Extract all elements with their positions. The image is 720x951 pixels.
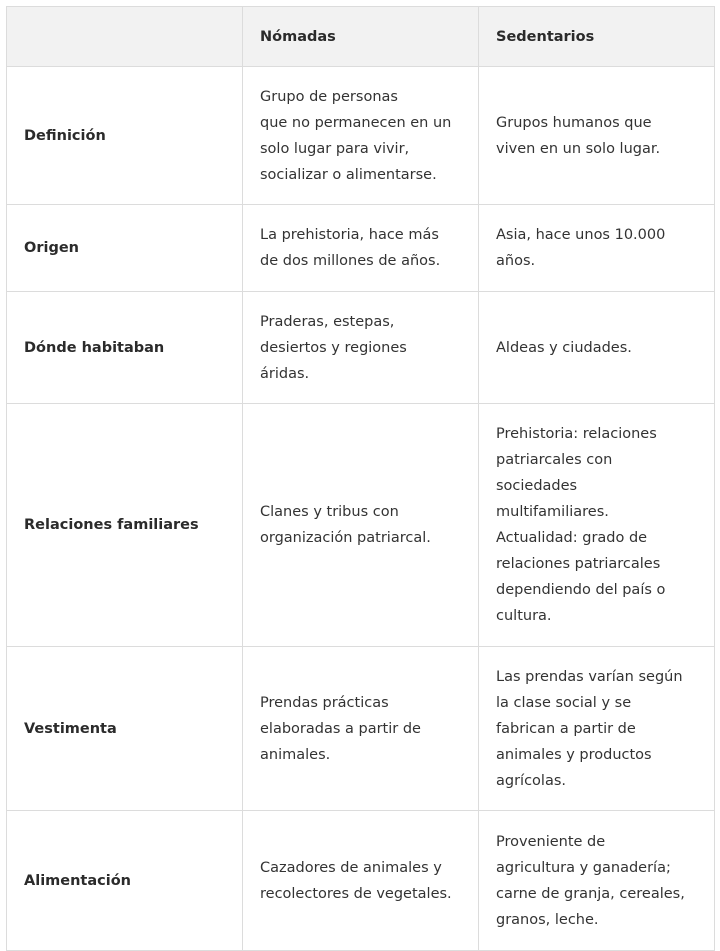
table-header-row: [7, 7, 715, 67]
nomadas-cell: Praderas, estepas, desiertos y regiones áridas.: [243, 292, 479, 404]
nomadas-cell: Grupo de personas que no permanecen en un solo lugar para vivir, socializar o alimentarse.: [243, 67, 479, 205]
row-label: Alimentación: [7, 811, 243, 951]
nomadas-cell: Cazadores de animales y recolectores de vegetales.: [243, 811, 479, 951]
table-row-origen: [7, 205, 715, 292]
header-empty-cell: [7, 7, 243, 67]
row-label: Relaciones familiares: [7, 404, 243, 647]
nomadas-cell: Clanes y tribus con organización patriarcal.: [243, 404, 479, 647]
nomadas-cell: Prendas prácticas elaboradas a partir de animales.: [243, 647, 479, 811]
table-row-vestimenta: [7, 647, 715, 811]
table-row-donde-habitaban: [7, 292, 715, 404]
sedentarios-cell: Aldeas y ciudades.: [479, 292, 715, 404]
header-nomadas: Nómadas: [243, 7, 479, 67]
row-label: Definición: [7, 67, 243, 205]
comparison-table-container: [6, 6, 714, 951]
row-label: Vestimenta: [7, 647, 243, 811]
comparison-table: [6, 6, 715, 951]
sedentarios-cell: Grupos humanos que viven en un solo lugar.: [479, 67, 715, 205]
nomadas-cell: La prehistoria, hace más de dos millones de años.: [243, 205, 479, 292]
sedentarios-cell: Las prendas varían según la clase social y se fabrican a partir de animales y productos agrícolas.: [479, 647, 715, 811]
sedentarios-cell: Asia, hace unos 10.000 años.: [479, 205, 715, 292]
table-row-relaciones-familiares: [7, 404, 715, 647]
row-label: Dónde habitaban: [7, 292, 243, 404]
table-row-definicion: [7, 67, 715, 205]
sedentarios-cell: Proveniente de agricultura y ganadería; carne de granja, cereales, granos, leche.: [479, 811, 715, 951]
table-row-alimentacion: [7, 811, 715, 951]
row-label: Origen: [7, 205, 243, 292]
sedentarios-cell: Prehistoria: relaciones patriarcales con sociedades multifamiliares. Actualidad: grado de relaciones patriarcales dependiendo del país o cultura.: [479, 404, 715, 647]
header-sedentarios: Sedentarios: [479, 7, 715, 67]
